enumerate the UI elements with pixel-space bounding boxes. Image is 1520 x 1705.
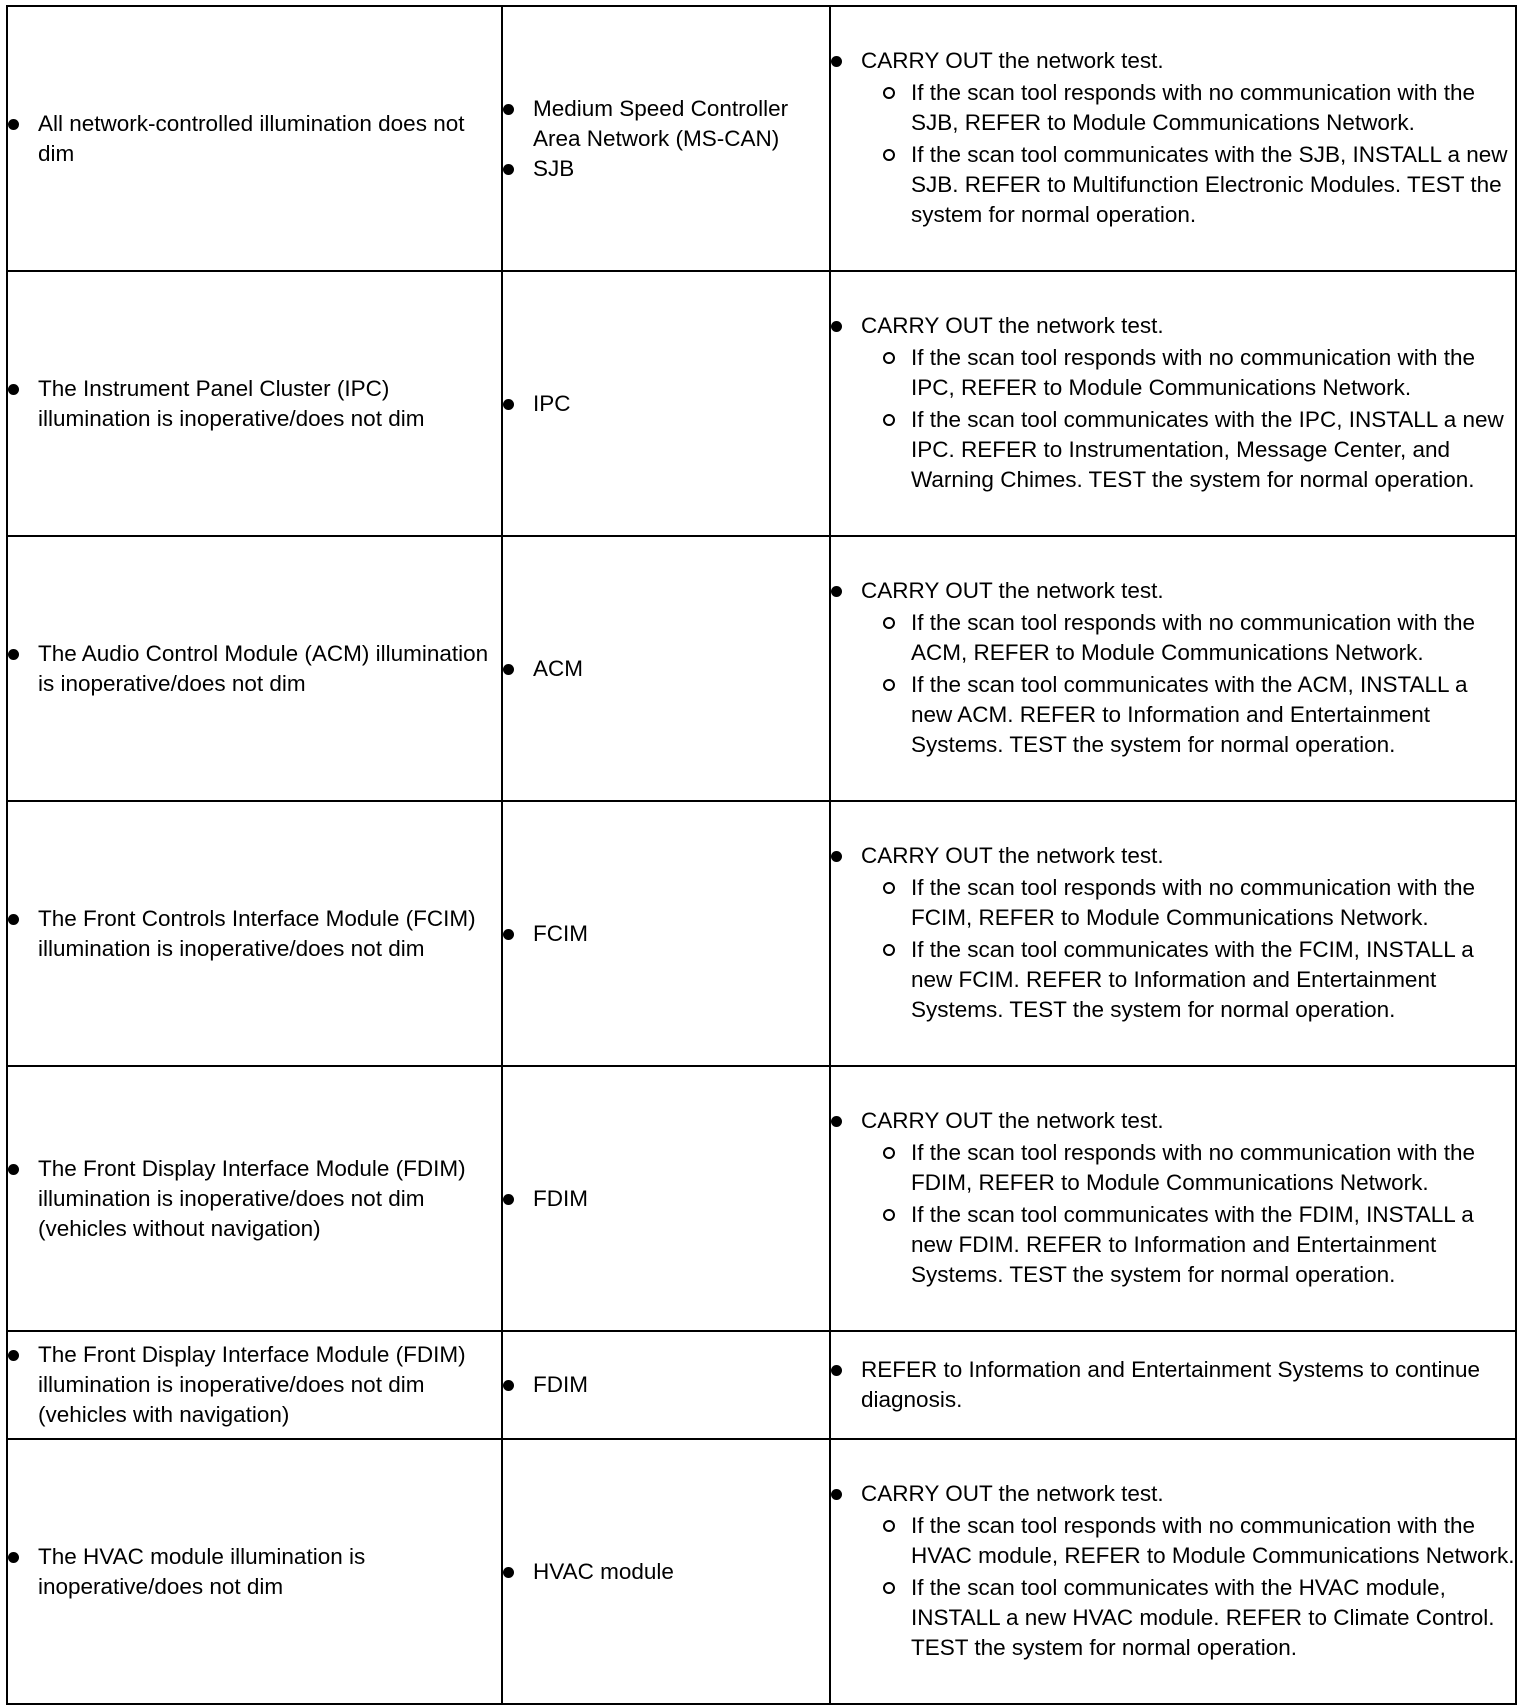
action-sub-step: If the scan tool communicates with the SJB, INSTALL a new SJB. REFER to Multifunction Electronic Modules. TEST the system for normal operation. [881,140,1515,230]
action-main-text: CARRY OUT the network test. [861,1107,1164,1133]
condition-text: All network-controlled illumination does not dim [8,109,501,169]
action-sub-step: If the scan tool responds with no communication with the IPC, REFER to Module Communications Network. [881,343,1515,403]
symptom-chart-table [6,5,1517,1705]
action-cell [830,536,1516,801]
action-sub-step: If the scan tool responds with no communication with the SJB, REFER to Module Communications Network. [881,78,1515,138]
source-cell [502,1331,830,1439]
table-row [7,536,1516,801]
action-cell [830,271,1516,536]
action-sub-step: If the scan tool communicates with the ACM, INSTALL a new ACM. REFER to Information and Entertainment Systems. TEST the system for normal operation. [881,670,1515,760]
source-cell [502,801,830,1066]
action-cell [830,1066,1516,1331]
action-sub-step: If the scan tool communicates with the HVAC module, INSTALL a new HVAC module. REFER to Climate Control. TEST the system for normal operation. [881,1573,1515,1663]
condition-text: The HVAC module illumination is inoperative/does not dim [8,1542,501,1602]
action-sub-step: If the scan tool communicates with the FDIM, INSTALL a new FDIM. REFER to Information and Entertainment Systems. TEST the system for normal operation. [881,1200,1515,1290]
action-sub-step: If the scan tool responds with no communication with the FCIM, REFER to Module Communications Network. [881,873,1515,933]
action-cell [830,1439,1516,1704]
source-item: FDIM [503,1370,829,1400]
action-sub-step: If the scan tool responds with no communication with the FDIM, REFER to Module Communications Network. [881,1138,1515,1198]
table-row [7,271,1516,536]
condition-cell [7,1439,502,1704]
table-row [7,801,1516,1066]
source-item: SJB [503,154,829,184]
action-main-text: REFER to Information and Entertainment Systems to continue diagnosis. [831,1355,1515,1415]
action-sub-step: If the scan tool responds with no communication with the ACM, REFER to Module Communications Network. [881,608,1515,668]
action-sub-step: If the scan tool communicates with the IPC, INSTALL a new IPC. REFER to Instrumentation, Message Center, and Warning Chimes. TEST the system for normal operation. [881,405,1515,495]
condition-text: The Front Display Interface Module (FDIM) illumination is inoperative/does not dim (vehicles without navigation) [8,1154,501,1244]
condition-cell [7,6,502,271]
source-cell [502,1066,830,1331]
condition-cell [7,801,502,1066]
condition-cell [7,1066,502,1331]
table-row [7,1066,1516,1331]
table-row [7,6,1516,271]
action-cell [830,801,1516,1066]
condition-cell [7,271,502,536]
action-main-text: CARRY OUT the network test. [861,312,1164,338]
table-row [7,1331,1516,1439]
action-main-text: CARRY OUT the network test. [861,1480,1164,1506]
source-item: IPC [503,389,829,419]
source-item: FCIM [503,919,829,949]
source-cell [502,271,830,536]
action-sub-step: If the scan tool responds with no communication with the HVAC module, REFER to Module Communications Network. [881,1511,1515,1571]
condition-text: The Front Controls Interface Module (FCIM) illumination is inoperative/does not dim [8,904,501,964]
source-cell [502,536,830,801]
source-item: HVAC module [503,1557,829,1587]
condition-text: The Instrument Panel Cluster (IPC) illumination is inoperative/does not dim [8,374,501,434]
action-cell [830,1331,1516,1439]
table-row [7,1439,1516,1704]
source-cell [502,1439,830,1704]
condition-text: The Front Display Interface Module (FDIM) illumination is inoperative/does not dim (vehicles with navigation) [8,1340,501,1430]
condition-cell [7,536,502,801]
action-sub-step: If the scan tool communicates with the FCIM, INSTALL a new FCIM. REFER to Information and Entertainment Systems. TEST the system for normal operation. [881,935,1515,1025]
action-main-text: CARRY OUT the network test. [861,47,1164,73]
action-main-text: CARRY OUT the network test. [861,577,1164,603]
source-item: FDIM [503,1184,829,1214]
condition-text: The Audio Control Module (ACM) illumination is inoperative/does not dim [8,639,501,699]
action-main-text: CARRY OUT the network test. [861,842,1164,868]
condition-cell [7,1331,502,1439]
action-cell [830,6,1516,271]
source-item: Medium Speed Controller Area Network (MS-CAN) [503,94,829,154]
source-cell [502,6,830,271]
source-item: ACM [503,654,829,684]
